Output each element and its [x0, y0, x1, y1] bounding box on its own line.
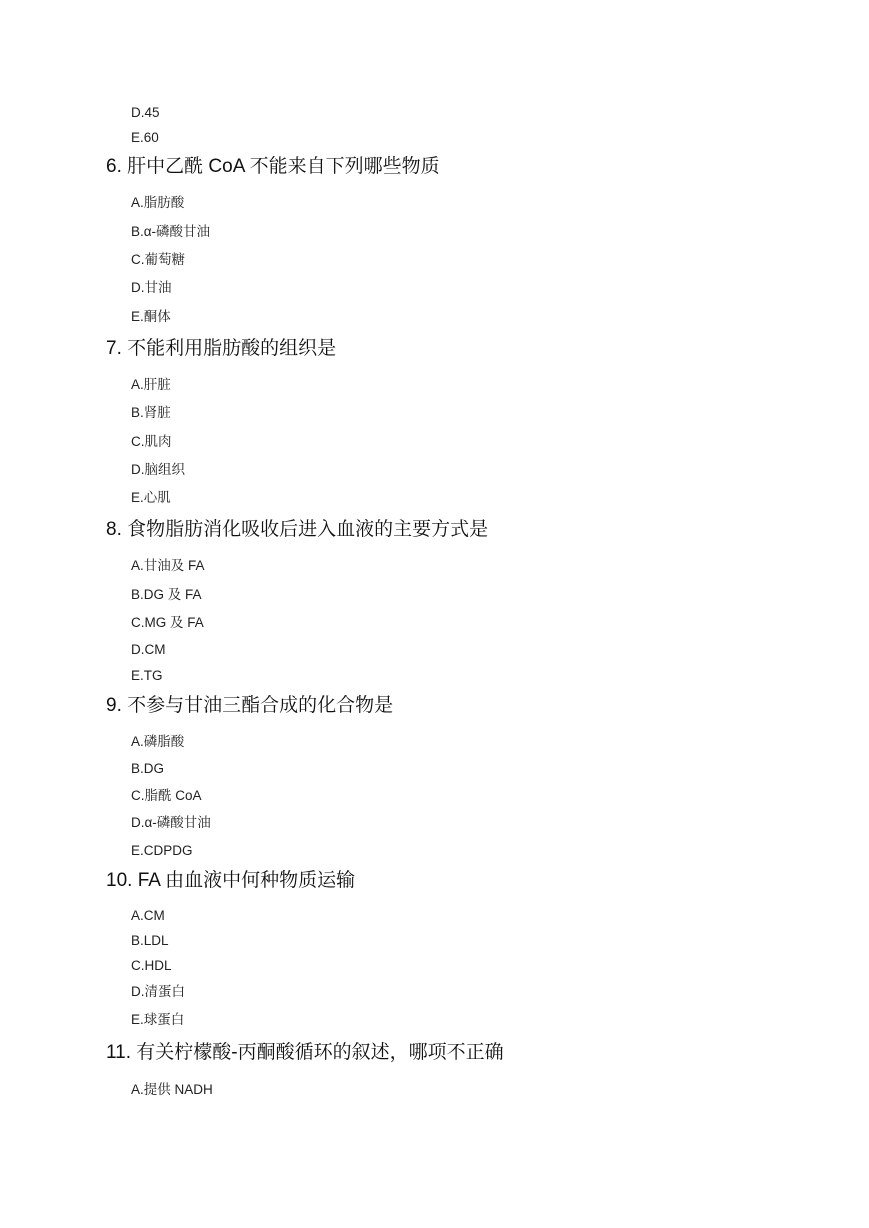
option-item: C.HDL — [131, 958, 172, 973]
option-item: C.葡萄糖 — [131, 252, 185, 267]
option-item: E.心肌 — [131, 490, 171, 505]
option-item: D.清蛋白 — [131, 984, 185, 999]
option-item: E.TG — [131, 668, 163, 683]
option-item: A.甘油及 FA — [131, 558, 205, 573]
option-item: E.60 — [131, 130, 159, 145]
option-item: D.45 — [131, 105, 160, 120]
option-item: A.CM — [131, 908, 165, 923]
option-item: B.α-磷酸甘油 — [131, 224, 211, 239]
option-item: A.肝脏 — [131, 377, 171, 392]
option-item: E.球蛋白 — [131, 1012, 185, 1027]
option-item: E.酮体 — [131, 309, 171, 324]
option-item: C.脂酰 CoA — [131, 788, 202, 803]
option-item: B.DG 及 FA — [131, 587, 202, 602]
option-item: D.α-磷酸甘油 — [131, 815, 211, 830]
question-8-title: 8. 食物脂肪消化吸收后进入血液的主要方式是 — [106, 519, 489, 540]
option-item: C.肌肉 — [131, 434, 172, 449]
option-item: D.甘油 — [131, 280, 172, 295]
question-7-title: 7. 不能利用脂肪酸的组织是 — [106, 338, 337, 359]
option-item: A.磷脂酸 — [131, 734, 185, 749]
option-item: A.脂肪酸 — [131, 195, 185, 210]
option-item: D.CM — [131, 642, 166, 657]
question-10-title: 10. FA 由血液中何种物质运输 — [106, 870, 356, 891]
option-item: A.提供 NADH — [131, 1082, 213, 1097]
question-11-title: 11. 有关柠檬酸-丙酮酸循环的叙述，哪项不正确 — [106, 1042, 504, 1063]
option-item: D.脑组织 — [131, 462, 185, 477]
option-item: B.DG — [131, 761, 165, 776]
option-item: E.CDPDG — [131, 843, 193, 858]
option-item: B.肾脏 — [131, 405, 171, 420]
question-9-title: 9. 不参与甘油三酯合成的化合物是 — [106, 695, 394, 716]
question-6-title: 6. 肝中乙酰 CoA 不能来自下列哪些物质 — [106, 156, 440, 177]
option-item: C.MG 及 FA — [131, 615, 204, 630]
option-item: B.LDL — [131, 933, 169, 948]
